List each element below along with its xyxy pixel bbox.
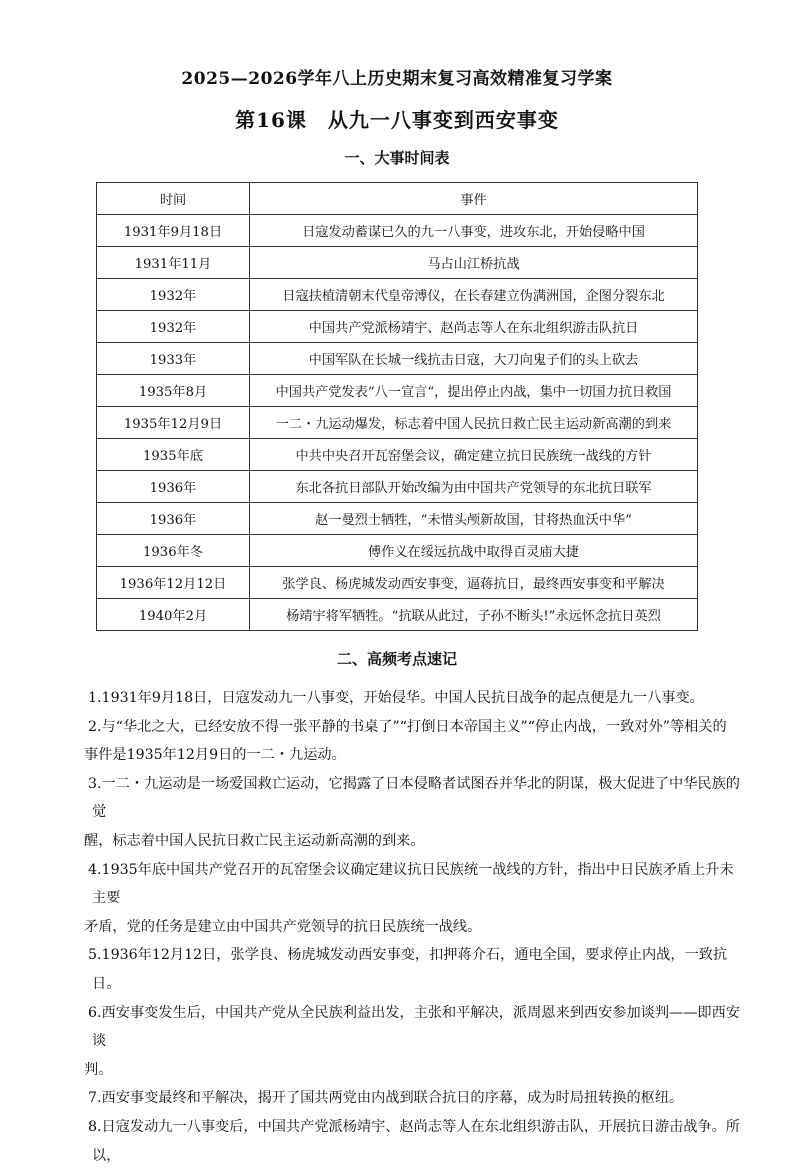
keypoint-line: 6.西安事变发生后，中国共产党从全民族利益出发，主张和平解决，派周恩来到西安参加谈判——即西安谈: [88, 1004, 740, 1050]
cell-time: 1940年2月: [97, 599, 250, 631]
cell-event: 傅作义在绥远抗战中取得百灵庙大捷: [250, 535, 698, 567]
cell-event: 张学良、杨虎城发动西安事变，逼蒋抗日，最终西安事变和平解决: [250, 567, 698, 599]
cell-time: 1936年: [97, 503, 250, 535]
table-row: [97, 407, 698, 439]
table-row: [97, 215, 698, 247]
cell-event: 中国军队在长城一线抗击日寇，大刀向鬼子们的头上砍去: [250, 343, 698, 375]
table-row: [97, 311, 698, 343]
table-row: [97, 567, 698, 599]
table-row: [97, 503, 698, 535]
section-heading-keypoints: 二、高频考点速记: [336, 650, 457, 668]
keypoint-line: 4.1935年底中国共产党召开的瓦窑堡会议确定建议抗日民族统一战线的方针，指出中日民族矛盾上升未主要: [88, 861, 734, 907]
cell-time: 1936年: [97, 471, 250, 503]
table-row: [97, 599, 698, 631]
table-row: [97, 471, 698, 503]
table-row: [97, 439, 698, 471]
keypoint-line: 5.1936年12月12日，张学良、杨虎城发动西安事变，扣押蒋介石，通电全国，要求停止内战，一致抗日。: [88, 947, 728, 992]
cell-event: 一二・九运动爆发，标志着中国人民抗日救亡民主运动新高潮的到来: [250, 407, 698, 439]
cell-time: 1936年12月12日: [97, 567, 250, 599]
cell-time: 1931年9月18日: [97, 215, 250, 247]
column-header-time: 时间: [97, 183, 250, 215]
cell-time: 1935年12月9日: [97, 407, 250, 439]
keypoint-line: 事件是1935年12月9日的一二・九运动。: [84, 747, 346, 764]
keypoint-line: 矛盾，党的任务是建立由中国共产党领导的抗日民族统一战线。: [84, 918, 482, 935]
cell-time: 1931年11月: [97, 247, 250, 279]
cell-time: 1936年冬: [97, 535, 250, 567]
keypoints-text: [84, 684, 742, 1170]
keypoint-line: 2.与“华北之大，已经安放不得一张平静的书桌了”“打倒日本帝国主义”“停止内战，一致对外”等相关的: [88, 718, 727, 735]
cell-time: 1935年底: [97, 439, 250, 471]
cell-time: 1935年8月: [97, 375, 250, 407]
keypoint-line: 醒，标志着中国人民抗日救亡民主运动新高潮的到来。: [84, 832, 425, 849]
lesson-title: 第16课 从九一八事变到西安事变: [235, 108, 559, 132]
cell-event: 赵一曼烈士牺牲，“未惜头颅新故国，甘将热血沃中华”: [250, 503, 698, 535]
table-row: [97, 343, 698, 375]
cell-event: 马占山江桥抗战: [250, 247, 698, 279]
cell-event: 东北各抗日部队开始改编为由中国共产党领导的东北抗日联军: [250, 471, 698, 503]
table-row: [97, 247, 698, 279]
section-heading-timeline: 一、大事时间表: [344, 149, 450, 167]
cell-event: 日寇发动蓄谋已久的九一八事变，进攻东北，开始侵略中国: [250, 215, 698, 247]
keypoint-line: 3.一二・九运动是一场爱国救亡运动，它揭露了日本侵略者试图吞并华北的阴谋，极大促进了中华民族的觉: [88, 775, 740, 821]
document-title: 2025—2026学年八上历史期末复习高效精准复习学案: [181, 69, 613, 89]
cell-time: 1932年: [97, 311, 250, 343]
cell-event: 杨靖宇将军牺牲。“抗联从此过，子孙不断头!”永远怀念抗日英烈: [250, 599, 698, 631]
timeline-table-body: [97, 215, 698, 631]
cell-event: 日寇扶植清朝末代皇帝溥仪，在长春建立伪满洲国，企图分裂东北: [250, 279, 698, 311]
cell-event: 中共中央召开瓦窑堡会议，确定建立抗日民族统一战线的方针: [250, 439, 698, 471]
cell-time: 1932年: [97, 279, 250, 311]
column-header-event: 事件: [250, 183, 698, 215]
timeline-table: [96, 182, 698, 631]
cell-event: 中国共产党发表“八一宣言“，提出停止内战，集中一切国力抗日救国: [250, 375, 698, 407]
keypoint-line: 1.1931年9月18日，日寇发动九一八事变，开始侵华。中国人民抗日战争的起点便是九一八事变。: [88, 690, 704, 706]
keypoint-line: 7.西安事变最终和平解决，揭开了国共两党由内战到联合抗日的序幕，成为时局扭转换的枢纽。: [88, 1090, 684, 1107]
cell-time: 1933年: [97, 343, 250, 375]
keypoint-line: 判。: [84, 1061, 113, 1078]
cell-event: 中国共产党派杨靖宇、赵尚志等人在东北组织游击队抗日: [250, 311, 698, 343]
table-row: [97, 375, 698, 407]
table-header-row: [97, 183, 698, 215]
keypoint-line: 8.日寇发动九一八事变后，中国共产党派杨靖宇、赵尚志等人在东北组织游击队，开展抗日游击战争。所以，: [88, 1118, 740, 1164]
table-row: [97, 535, 698, 567]
table-row: [97, 279, 698, 311]
